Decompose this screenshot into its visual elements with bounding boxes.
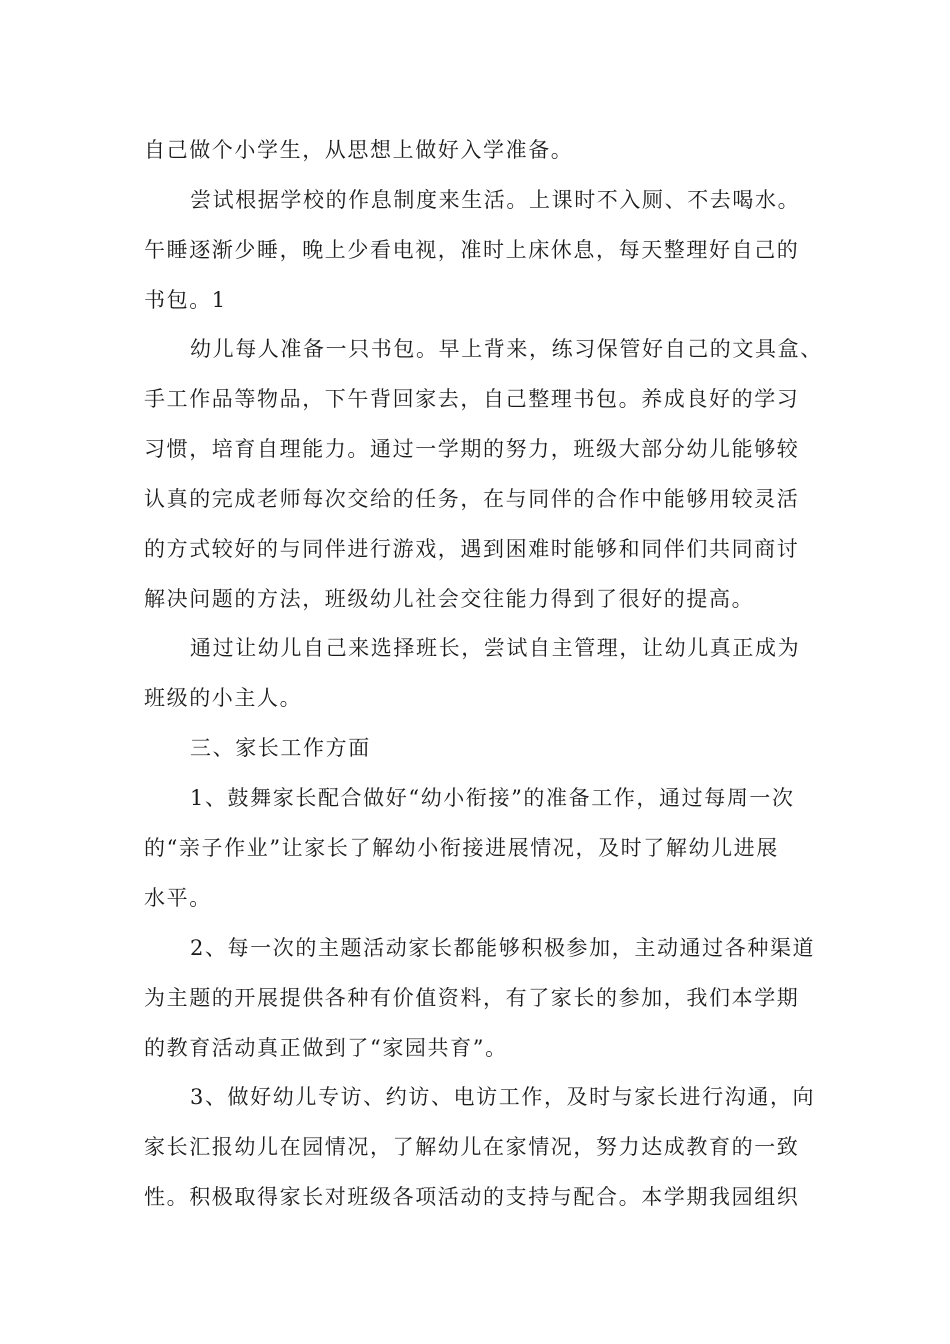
text-line: 书包。1 <box>144 288 227 312</box>
text-line: 尝试根据学校的作息制度来生活。上课时不入厕、不去喝水。 <box>190 188 801 212</box>
section-heading: 三、家长工作方面 <box>190 736 371 760</box>
text-line: 为主题的开展提供各种有价值资料，有了家长的参加，我们本学期 <box>144 986 800 1010</box>
text-line: 习惯，培育自理能力。通过一学期的努力，班级大部分幼儿能够较 <box>144 437 800 461</box>
text-line: 的“亲子作业”让家长了解幼小衔接进展情况，及时了解幼儿进展 <box>144 836 779 860</box>
text-line: 认真的完成老师每次交给的任务，在与同伴的合作中能够用较灵活 <box>144 487 800 511</box>
text-line: 通过让幼儿自己来选择班长，尝试自主管理，让幼儿真正成为 <box>190 636 801 660</box>
text-line: 2、每一次的主题活动家长都能够积极参加，主动通过各种渠道 <box>190 936 816 960</box>
text-line: 家长汇报幼儿在园情况，了解幼儿在家情况，努力达成教育的一致 <box>144 1135 800 1159</box>
text-line: 的教育活动真正做到了“家园共育”。 <box>144 1036 508 1060</box>
text-line: 的方式较好的与同伴进行游戏，遇到困难时能够和同伴们共同商讨 <box>144 537 800 561</box>
text-line: 性。积极取得家长对班级各项活动的支持与配合。本学期我园组织 <box>144 1185 800 1209</box>
text-line: 班级的小主人。 <box>144 686 303 710</box>
text-line: 水平。 <box>144 886 212 910</box>
text-line: 3、做好幼儿专访、约访、电访工作，及时与家长进行沟通，向 <box>190 1085 816 1109</box>
text-line: 自己做个小学生，从思想上做好入学准备。 <box>144 138 574 162</box>
text-line: 1、鼓舞家长配合做好“幼小衔接”的准备工作，通过每周一次 <box>190 786 795 810</box>
text-line: 午睡逐渐少睡，晚上少看电视，准时上床休息，每天整理好自己的 <box>144 238 800 262</box>
text-line: 幼儿每人准备一只书包。早上背来，练习保管好自己的文具盒、 <box>190 337 823 361</box>
text-line: 解决问题的方法，班级幼儿社会交往能力得到了很好的提高。 <box>144 587 755 611</box>
text-line: 手工作品等物品，下午背回家去，自己整理书包。养成良好的学习 <box>144 387 800 411</box>
